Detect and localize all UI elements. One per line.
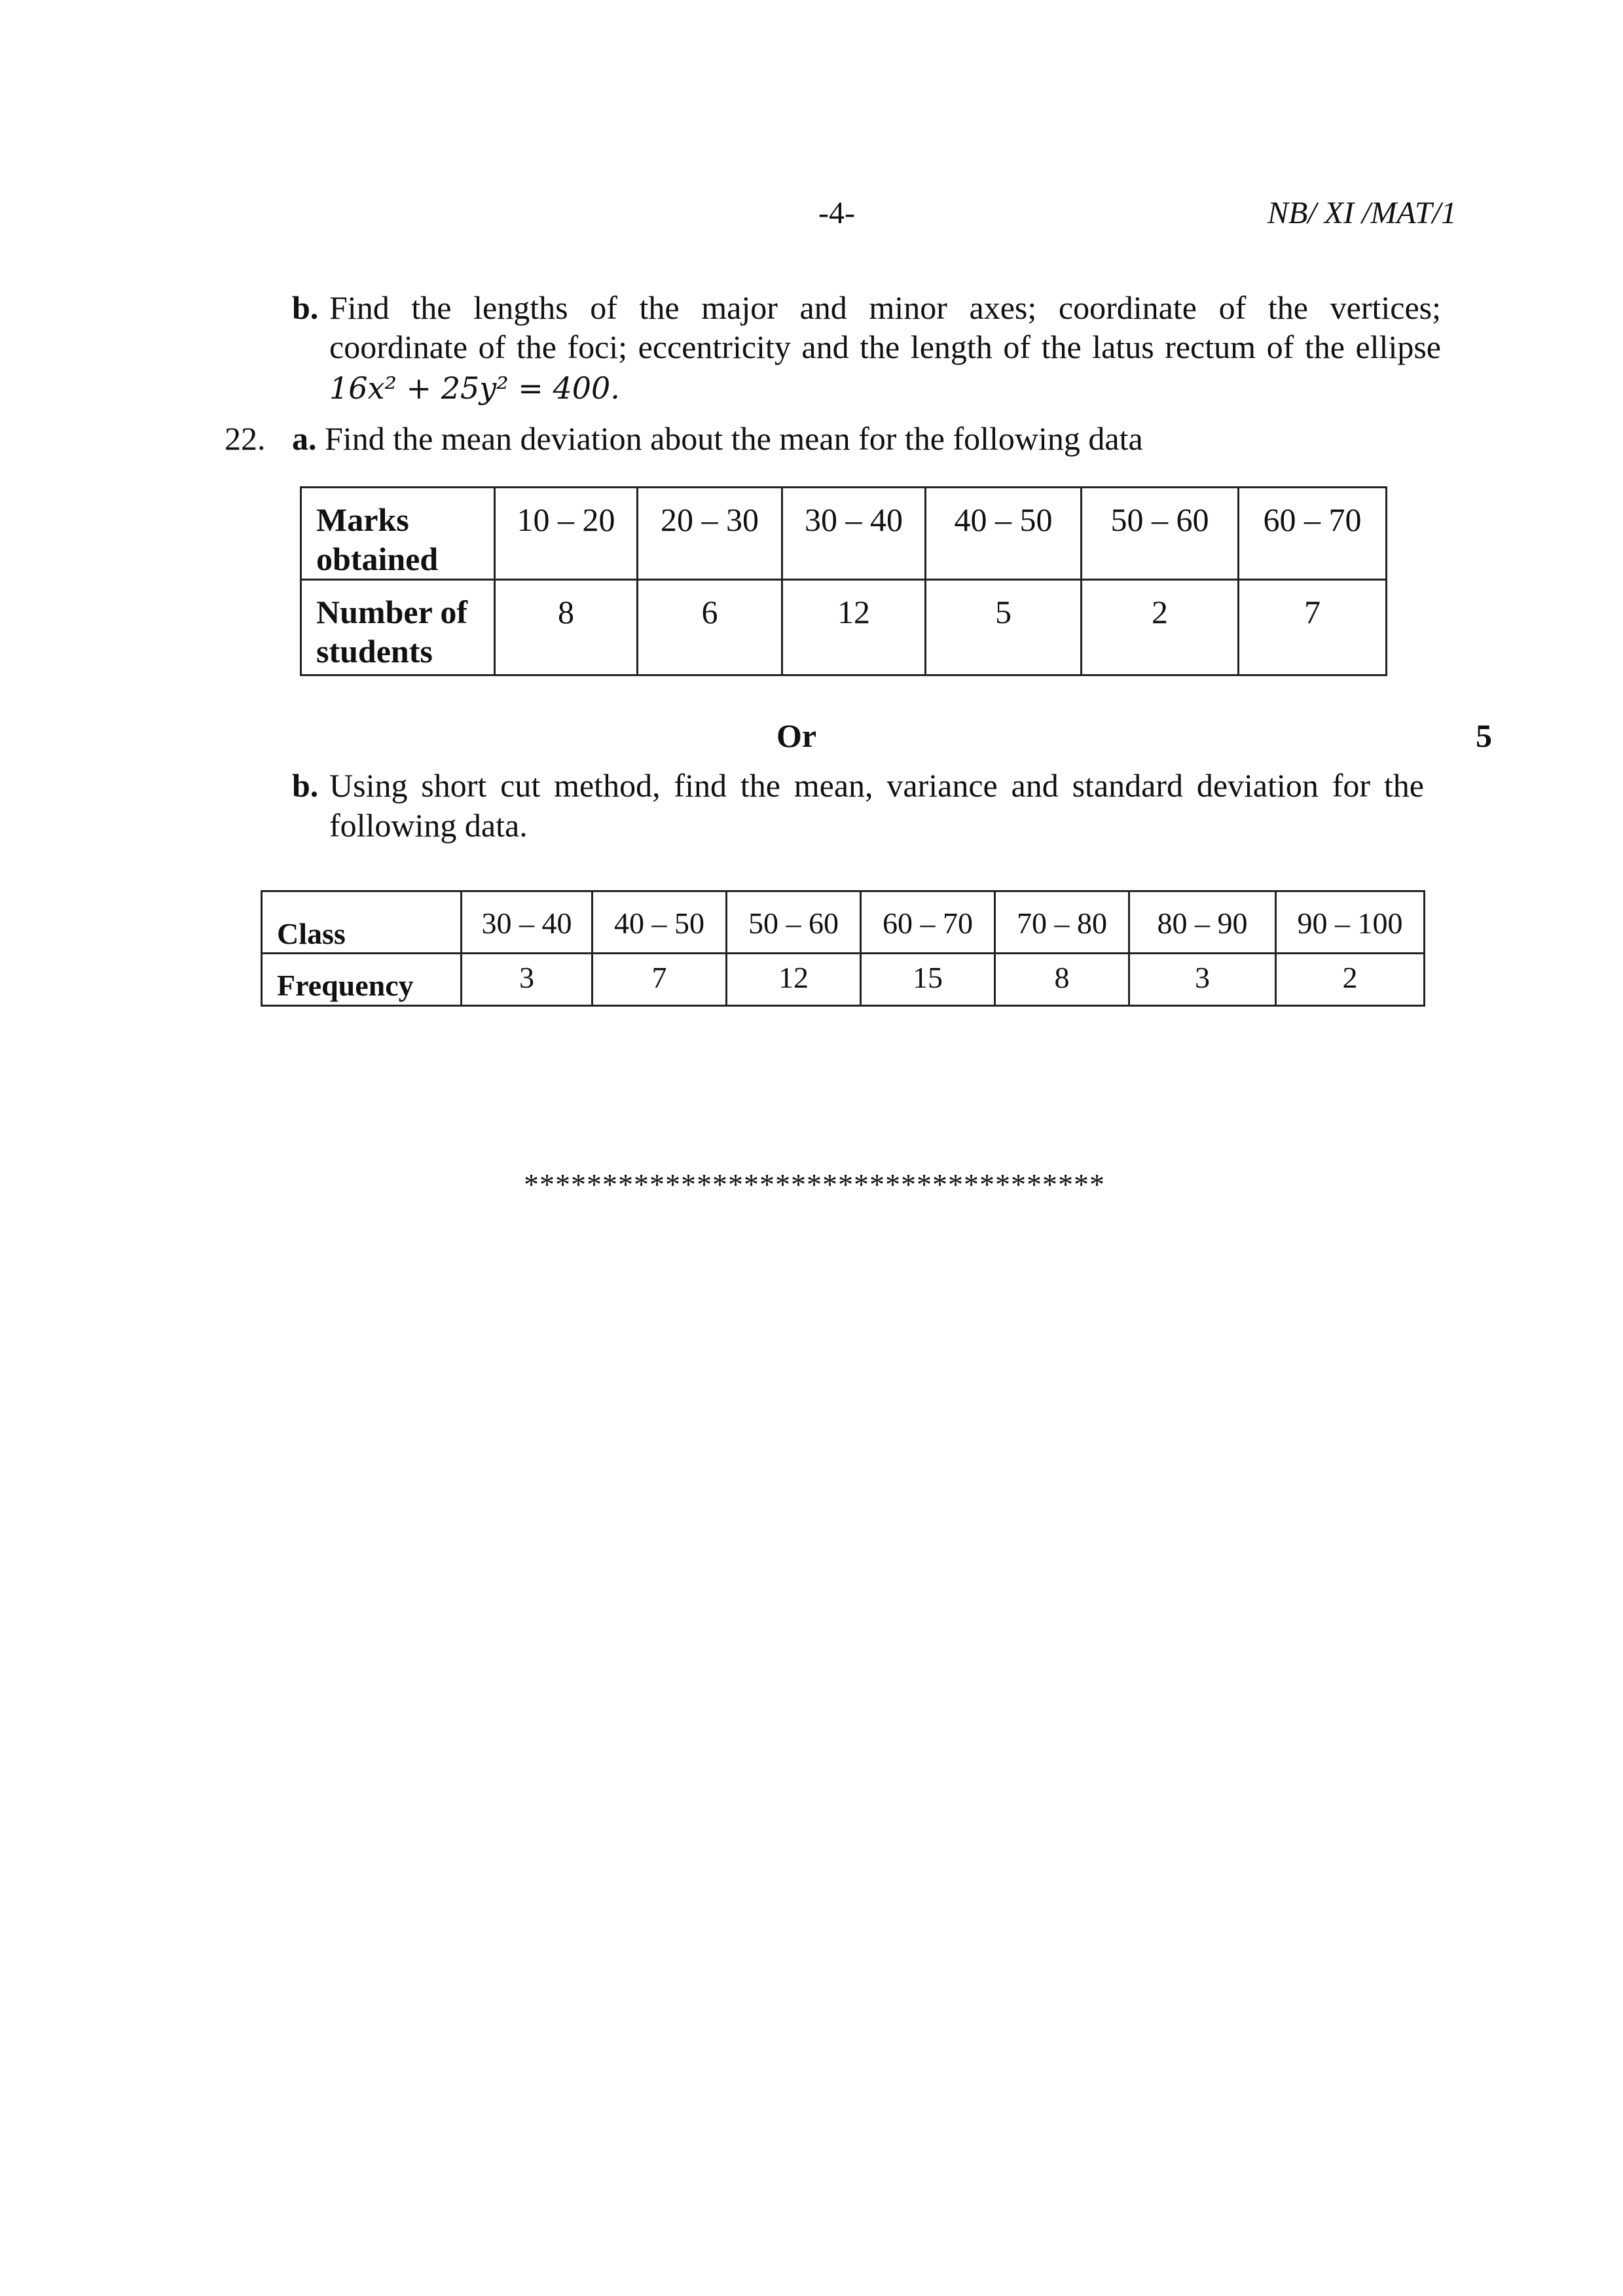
page-number: -4- bbox=[818, 196, 855, 230]
header-line: students bbox=[316, 633, 433, 670]
header-line: obtained bbox=[316, 541, 439, 577]
table-cell: 50 – 60 bbox=[727, 891, 861, 954]
table-row bbox=[301, 488, 1387, 580]
table-row bbox=[301, 580, 1387, 675]
table-cell: 40 – 50 bbox=[926, 488, 1082, 580]
q22b-line-2: following data. bbox=[329, 807, 528, 844]
frequency-table bbox=[261, 890, 1425, 1007]
table-cell: 8 bbox=[995, 954, 1129, 1006]
number-of-students-header bbox=[301, 580, 495, 675]
q21b-line-1: Find the lengths of the major and minor axes; coordinate of the vertices; bbox=[329, 289, 1441, 326]
q22a-prompt bbox=[292, 419, 1143, 458]
table-cell: 60 – 70 bbox=[1239, 488, 1387, 580]
q21b-label-text: b. bbox=[292, 289, 319, 326]
q22a-label: a. bbox=[292, 420, 317, 457]
table-cell: 50 – 60 bbox=[1082, 488, 1239, 580]
table-cell: 3 bbox=[1129, 954, 1276, 1006]
table-row bbox=[262, 891, 1425, 954]
table-cell: 6 bbox=[638, 580, 782, 675]
ellipse-equation: 16x² + 25y² = 400. bbox=[329, 370, 620, 406]
table-cell: 90 – 100 bbox=[1276, 891, 1425, 954]
table-cell: 2 bbox=[1082, 580, 1239, 675]
table-cell: 8 bbox=[495, 580, 638, 675]
marks-table bbox=[300, 486, 1387, 676]
q21b-line-2: coordinate of the foci; eccentricity and the length of the latus rectum of the ellipse bbox=[329, 329, 1441, 365]
table-cell: 40 – 50 bbox=[593, 891, 727, 954]
table-cell: 5 bbox=[926, 580, 1082, 675]
table-cell: 12 bbox=[782, 580, 926, 675]
or-separator: Or bbox=[776, 717, 817, 754]
table-cell: 60 – 70 bbox=[861, 891, 995, 954]
table-cell: 70 – 80 bbox=[995, 891, 1129, 954]
q22b-line-1: Using short cut method, find the mean, variance and standard deviation for the bbox=[329, 767, 1424, 804]
q22b-label-text: b. bbox=[292, 767, 319, 804]
paper-code: NB/ XI /MAT/1 bbox=[1267, 196, 1457, 230]
question-marks: 5 bbox=[1476, 717, 1492, 754]
header-line: Number of bbox=[316, 594, 468, 630]
q21b-equation bbox=[329, 368, 620, 408]
table-cell: 7 bbox=[1239, 580, 1387, 675]
table-row bbox=[262, 954, 1425, 1006]
table-cell: 7 bbox=[593, 954, 727, 1006]
table-cell: 3 bbox=[462, 954, 593, 1006]
frequency-header: Frequency bbox=[262, 954, 462, 1006]
q22b-label bbox=[292, 766, 318, 805]
table-cell: 15 bbox=[861, 954, 995, 1006]
table-cell: 12 bbox=[727, 954, 861, 1006]
q21b-label bbox=[292, 288, 318, 327]
table-cell: 30 – 40 bbox=[462, 891, 593, 954]
table-cell: 20 – 30 bbox=[638, 488, 782, 580]
table-cell: 10 – 20 bbox=[495, 488, 638, 580]
class-header: Class bbox=[262, 891, 462, 954]
table-cell: 30 – 40 bbox=[782, 488, 926, 580]
table-cell: 2 bbox=[1276, 954, 1425, 1006]
table-cell: 80 – 90 bbox=[1129, 891, 1276, 954]
header-line: Marks bbox=[316, 501, 409, 538]
question-number-22: 22. bbox=[225, 420, 266, 457]
end-of-paper-marker: ************************************* bbox=[524, 1168, 1105, 1201]
q22a-text: Find the mean deviation about the mean for the following data bbox=[325, 420, 1143, 457]
marks-obtained-header bbox=[301, 488, 495, 580]
